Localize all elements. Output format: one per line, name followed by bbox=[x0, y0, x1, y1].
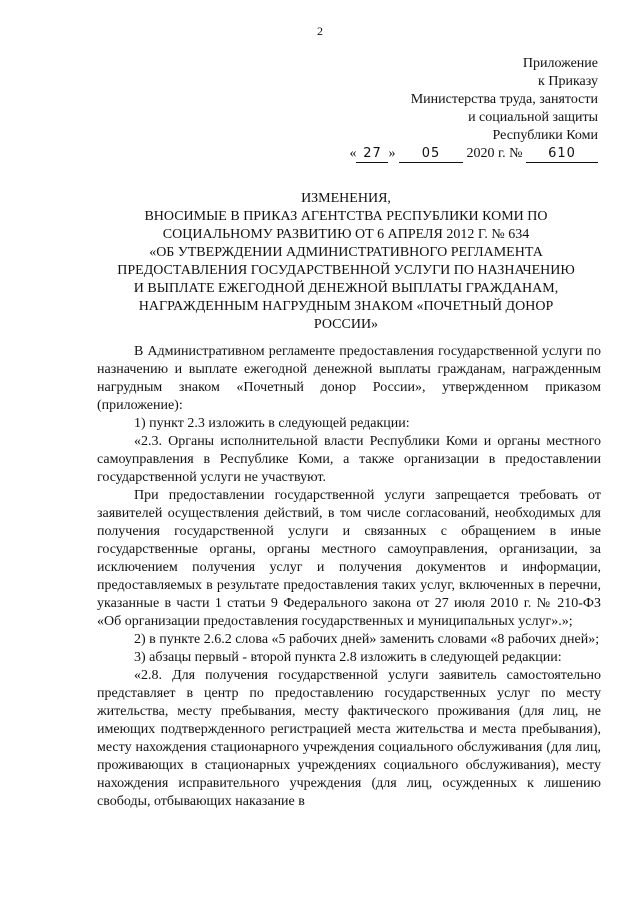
title-line-7: НАГРАЖДЕННЫМ НАГРУДНЫМ ЗНАКОМ «ПОЧЕТНЫЙ ДОНОР bbox=[138, 299, 554, 314]
title-line-1: ИЗМЕНЕНИЯ, bbox=[301, 191, 391, 206]
date-year-text: 2020 г. № bbox=[466, 146, 523, 161]
title-line-6: И ВЫПЛАТЕ ЕЖЕГОДНОЙ ДЕНЕЖНОЙ ВЫПЛАТЫ ГРАЖДАНАМ, bbox=[133, 281, 559, 296]
title-line-5: ПРЕДОСТАВЛЕНИЯ ГОСУДАРСТВЕННОЙ УСЛУГИ ПО НАЗНАЧЕНИЮ bbox=[117, 263, 575, 278]
body-paragraph-4: При предоставлении государственной услуги запрещается требовать от заявителей осуществления действий, в том числе согласований, необходимых для получения государственной услуги и связанных с обращением в иные государственные органы, органы местного самоуправления, организации, за исключением получения услуг и получения документов и информации, предоставляемых в результате предоставления таких услуг, включенных в перечни, указанные в части 1 статьи 9 Федерального закона от 27 июля 2010 г. № 210-ФЗ «Об организации предоставления государственных и муниципальных услуг».»; bbox=[97, 488, 601, 629]
handwritten-day: 27 bbox=[356, 146, 388, 163]
attachment-line-5: Республики Коми bbox=[492, 128, 598, 143]
title-line-2: ВНОСИМЫЕ В ПРИКАЗ АГЕНТСТВА РЕСПУБЛИКИ КОМИ ПО bbox=[144, 209, 548, 224]
body-paragraph-2: 1) пункт 2.3 изложить в следующей редакции: bbox=[134, 416, 410, 431]
document-body bbox=[97, 343, 601, 811]
handwritten-month: 05 bbox=[399, 146, 463, 163]
date-close-quote: » bbox=[388, 146, 396, 161]
page-number: 2 bbox=[317, 24, 323, 38]
date-open-quote: « bbox=[349, 146, 357, 161]
document-title bbox=[96, 190, 596, 334]
body-paragraph-7: «2.8. Для получения государственной услуги заявитель самостоятельно представляет в центр по предоставлению государственных услуг по месту жительства, месту пребывания, месту фактического проживания (для лиц, не имеющих подтвержденного регистрацией места жительства и места пребывания), месту нахождения стационарного учреждения социального обслуживания (для лиц, проживающих в стационарных учреждениях социального обслуживания), месту нахождения исправительного учреждения (для лиц, осужденных к лишению свободы, отбывающих наказание в bbox=[97, 668, 601, 809]
attachment-line-1: Приложение bbox=[522, 56, 598, 71]
title-line-3: СОЦИАЛЬНОМУ РАЗВИТИЮ ОТ 6 АПРЕЛЯ 2012 Г. № 634 bbox=[162, 227, 530, 242]
title-line-4: «ОБ УТВЕРЖДЕНИИ АДМИНИСТРАТИВНОГО РЕГЛАМЕНТА bbox=[149, 245, 543, 260]
title-line-8: РОССИИ» bbox=[313, 317, 379, 332]
body-paragraph-3: «2.3. Органы исполнительной власти Республики Коми и органы местного самоуправления в Республике Коми, а также организации в предоставлении государственной услуги не участвуют. bbox=[97, 434, 601, 485]
attachment-line-4: и социальной защиты bbox=[468, 110, 598, 125]
body-paragraph-5: 2) в пункте 2.6.2 слова «5 рабочих дней» заменить словами «8 рабочих дней»; bbox=[134, 632, 600, 647]
handwritten-order-number: 610 bbox=[526, 146, 598, 163]
attachment-line-2: к Приказу bbox=[538, 74, 598, 89]
body-paragraph-1: В Административном регламенте предоставления государственной услуги по назначению и выплате ежегодной денежной выплаты гражданам, награжденным нагрудным знаком «Почетный донор России», утвержденном приказом (приложение): bbox=[97, 344, 601, 413]
attachment-line-3: Министерства труда, занятости bbox=[410, 92, 598, 107]
attachment-block bbox=[268, 55, 598, 163]
body-paragraph-6: 3) абзацы первый - второй пункта 2.8 изложить в следующей редакции: bbox=[134, 650, 562, 665]
order-date-line bbox=[349, 145, 598, 163]
